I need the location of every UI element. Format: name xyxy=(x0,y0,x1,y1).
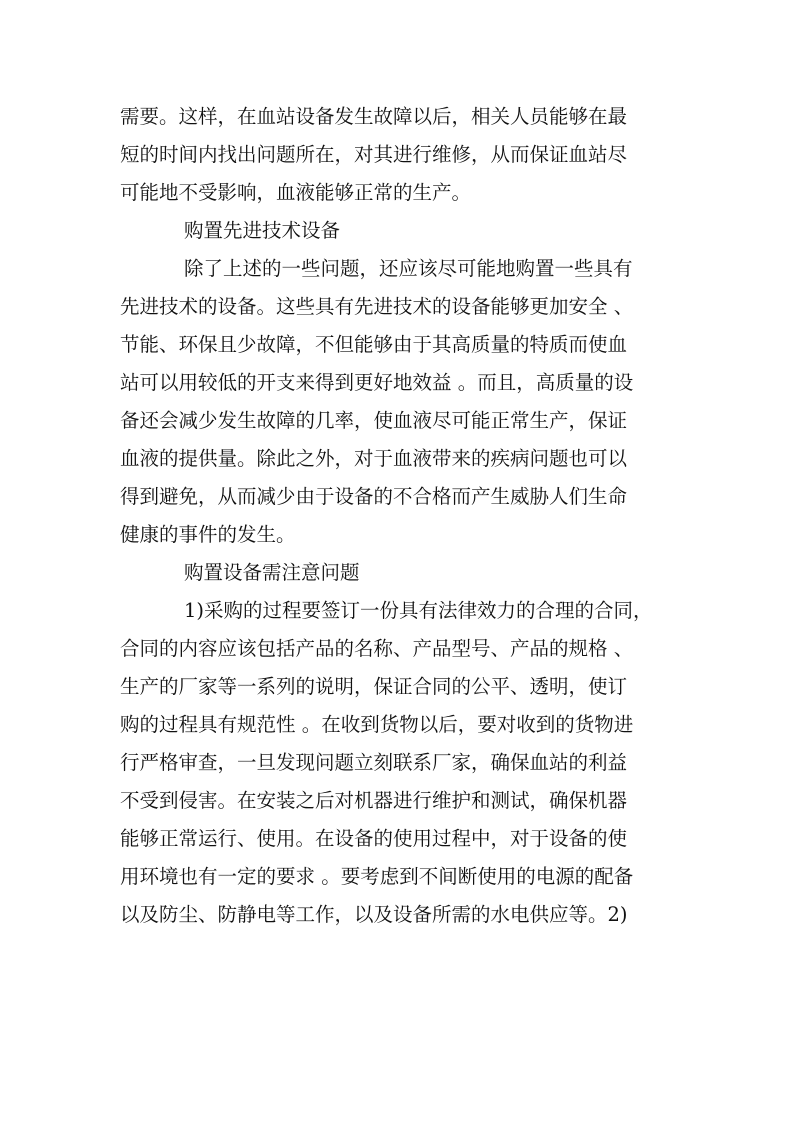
document-body xyxy=(120,98,680,934)
text-line: 购的过程具有规范性 。在收到货物以后，要对收到的货物进 xyxy=(120,713,634,736)
text-line: 行严格审查，一旦发现问题立刻联系厂家，确保血站的利益 xyxy=(120,751,628,774)
text-line: 能够正常运行、使用。在设备的使用过程中，对于设备的使 xyxy=(120,827,628,850)
text-line: 1)采购的过程要签订一份具有法律效力的合理的合同， xyxy=(184,599,653,622)
text-line: 可能地不受影响，血液能够正常的生产。 xyxy=(120,181,472,204)
text-line: 合同的内容应该包括产品的名称、产品型号、产品的规格 、 xyxy=(120,637,634,660)
text-line: 血液的提供量。除此之外，对于血液带来的疾病问题也可以 xyxy=(120,447,628,470)
text-line: 站可以用较低的开支来得到更好地效益 。而且，高质量的设 xyxy=(120,371,634,394)
text-line: 用环境也有一定的要求 。要考虑到不间断使用的电源的配备 xyxy=(120,865,634,888)
section-heading: 购置先进技术设备 xyxy=(184,219,341,242)
text-line: 需要。这样，在血站设备发生故障以后，相关人员能够在最 xyxy=(120,105,628,128)
text-line: 节能、环保且少故障，不但能够由于其高质量的特质而使血 xyxy=(120,333,628,356)
text-line: 不受到侵害。在安装之后对机器进行维护和测试，确保机器 xyxy=(120,789,628,812)
section-heading: 购置设备需注意问题 xyxy=(184,561,360,584)
text-line: 除了上述的一些问题，还应该尽可能地购置一些具有 xyxy=(184,257,633,280)
text-line: 短的时间内找出问题所在，对其进行维修，从而保证血站尽 xyxy=(120,143,628,166)
text-line: 备还会减少发生故障的几率，使血液尽可能正常生产，保证 xyxy=(120,409,628,432)
text-line: 生产的厂家等一系列的说明，保证合同的公平、透明，使订 xyxy=(120,675,628,698)
text-line: 以及防尘、防静电等工作，以及设备所需的水电供应等。2) xyxy=(120,903,628,926)
text-line: 得到避免，从而减少由于设备的不合格而产生威胁人们生命 xyxy=(120,485,628,508)
text-line: 健康的事件的发生。 xyxy=(120,523,296,546)
text-line: 先进技术的设备。这些具有先进技术的设备能够更加安全 、 xyxy=(120,295,634,318)
